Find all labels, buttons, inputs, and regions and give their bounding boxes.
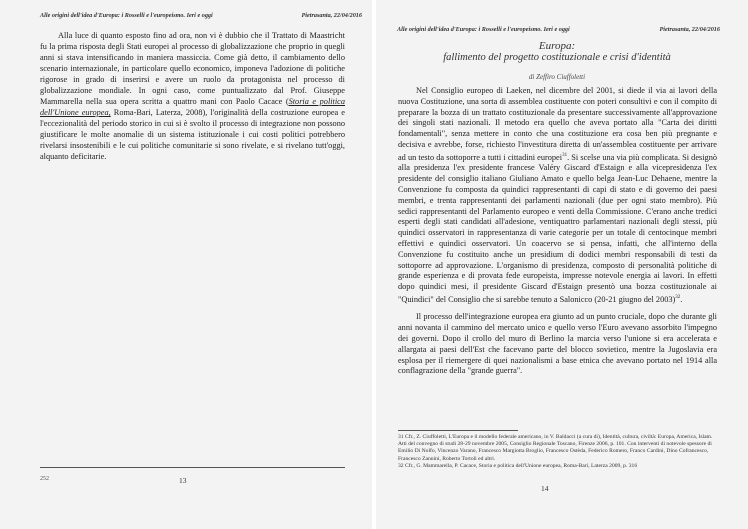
paragraph — [398, 86, 717, 305]
header-date: Pietrasanta, 22/04/2016 — [659, 26, 720, 33]
right-page — [376, 0, 748, 529]
footnote: 31 Cfr., Z. Ciuffoletti, L'Europa e il modello federale americano, in V. Baldacci (a cura di), Identità, cultura, civiltà: Europa, America, Islam. Atti del convegno di studi 28-29 novembre 2005, Consiglio Regionale Toscano, Firenze 2006, p. 101. Con interventi di notevole spessore di Emilio Di Nolfo, Vincenzo Varano, Francesco Margiotta Broglio, Francesco Ostèda, Federico Romero, Franco Cardini, Dino Cofrancesco, Francesco Zannini, Roberto Tortoli ed altri. — [398, 434, 713, 462]
left-page — [0, 0, 372, 529]
footnote-rule — [398, 430, 518, 431]
page-number: 13 — [179, 476, 187, 485]
paragraph-text: Nel Consiglio europeo di Laeken, nel dicembre del 2001, si diede il via ai lavori della nuova Costituzione, una sorta di assemblea costituente con poteri consultivi e con il compito di preparare la bozza di un trattato costituzionale da presentare successivamente all'approvazione dei singoli stati nazionali. Il metodo era quello che aveva portato alla "Carta dei diritti fondamentali", senza mettere in conto che una costituzione era cosa ben più pregnante e decisiva e avrebbe, forse, richiesto l'investitura diretta di un'assemblea costituente per arrivare ad un testo da sottoporre a tutti i cittadini europei — [398, 86, 717, 162]
footnotes — [398, 434, 717, 470]
body-text — [40, 30, 345, 162]
paragraph-text-cont: Roma-Bari, Laterza, 2008), l'originalità della costruzione europea e l'eccezionalità del periodo storico in cui si è svolto il processo di integrazione non possono giustificare le molte anomalie di un sistema istituzionale i cui costi politici potrebbero rivelarsi insostenibili e le cui politiche comunitarie si sono rivelate, e si rivelano tutt'oggi, alquanto deficitarie. — [40, 108, 345, 161]
cited-work: Storia e politica dell'Unione europea, — [40, 97, 345, 117]
footnote-ref: 31 — [562, 152, 568, 158]
footer-rule — [40, 467, 345, 468]
paragraph-end: . — [680, 294, 683, 304]
article-title — [397, 40, 717, 64]
footnote-ref: 32 — [675, 294, 681, 300]
title-line-2: fallimento del progetto costituzionale e crisi d'identità — [443, 52, 671, 63]
paragraph: Il processo dell'integrazione europea era giunto ad un punto cruciale, dopo che durante gli anni novanta il cammino del mercato unico e quello verso l'Euro avevano assorbito l'impegno dei governi. Dopo il crollo del muro di Berlino la marcia verso l'unione si era accelerata e allargata ai paesi dell'Est che facevano parte del blocco sovietico, mentre la Jugoslavia era esplosa per il riemergere di quei nazionalismi a base etnica che avevano portato nel 1914 alla conflagrazione della "grande guerra". — [398, 312, 717, 376]
page-number: 14 — [541, 484, 549, 493]
header-date: Pietrasanta, 22/04/2016 — [301, 12, 362, 19]
header-title: Alle origini dell'idea d'Europa: i Rosselli e l'europeismo. Ieri e oggi — [397, 26, 570, 33]
footnote: 32 Cfr., G. Mammarella, P. Cacace, Storia e politica dell'Unione europea, Roma-Bari, Laterza 2009, p. 316 — [398, 462, 638, 469]
article-body — [398, 86, 717, 377]
paragraph-text: Alla luce di quanto esposto fino ad ora, non vi è dubbio che il Trattato di Maastricht fu la prima risposta degli Stati europei al processo di globalizzazione che proprio in quegli anni si stava intensificando in maniera massiccia. Come già detto, il cambiamento dello scenario internazionale, in particolare quello economico, imponeva l'adozione di politiche rigorose in grado di inserirsi e avere un ruolo da protagonista nel processo di globalizzazione mondiale. In ogni caso, come puntualizzato dal Prof. Giuseppe Mammarella nella sua opera scritta a quattro mani con Paolo Cacace ( — [40, 31, 345, 106]
running-header — [397, 26, 720, 33]
header-title: Alle origini dell'idea d'Europa: i Rosselli e l'europeismo. Ieri e oggi — [40, 12, 213, 19]
paragraph-text-cont: . Si scelse una via più complicata. Si designò alla presidenza l'ex presidente francese Valéry Giscard d'Estaign e alla vicepresidenza l'ex presidente del consiglio italiano Giuliano Amato e quello belga Jean-Luc Dehaene, mentre la Convenzione fu composta da quindici rappresentanti di capi di stato e di governo dei paesi membri, e trenta rappresentanti dei parlamenti nazionali (due per ogni stato membro). Più sedici rappresentanti del Parlamento europeo e venti della Commissione. C'erano anche tredici esperti degli stati candidati all'adesione, ventiquattro parlamentari nazionali degli stessi, più quindici osservatori in rappresentanza di varie categorie per un totale di centocinque membri effettivi e quindici osservatori. Un coacervo se si pensa, infatti, che all'interno della Convenzione fu costituito anche un presidium di dodici membri responsabili di testi da sottoporre ad approvazione. L'organismo di presidenza, composto di personalità politiche di grande esperienza e di provata fede europeista, impresse notevole energia ai lavori. In effetti dopo quindici mesi, il presidente Giscard d'Estaign presentò una bozza costituzionale ai "Quindici" del Consiglio che si sarebbe tenuto a Salonicco (20-21 giugno del 2003) — [398, 152, 717, 304]
footer-small-number: 252 — [40, 476, 49, 482]
running-header — [40, 12, 362, 19]
author: di Zeffiro Ciuffoletti — [528, 73, 586, 81]
paragraph — [40, 30, 345, 162]
title-line-1: Europa: — [538, 40, 576, 52]
